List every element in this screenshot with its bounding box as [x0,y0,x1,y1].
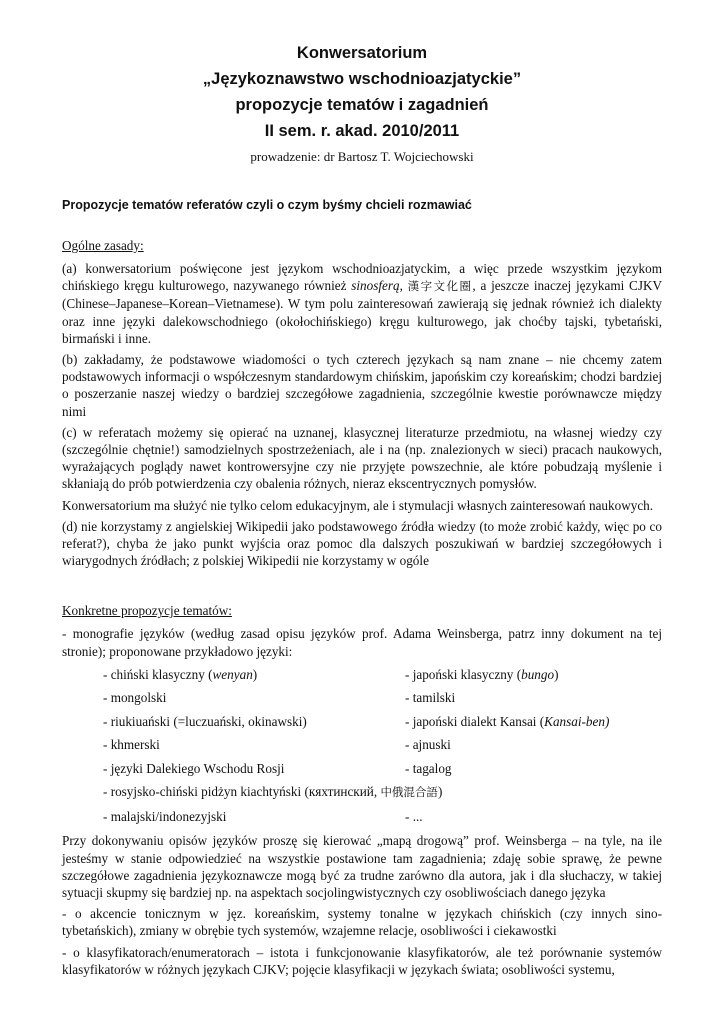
list-item: - chiński klasyczny (wenyan) [103,666,258,682]
paragraph-a-cjk: 漢字文化圈 [407,279,473,294]
section-title: Propozycje tematów referatów czyli o czym byśmy chcieli rozmawiać [62,198,472,212]
language-list [62,663,662,829]
list-item: - ajnuski [405,737,451,753]
semester: II sem. r. akad. 2010/2011 [264,122,460,140]
paragraph-a-sep: , [399,278,408,294]
list-item: - języki Dalekiego Wschodu Rosji [103,760,285,776]
paragraph-d: (d) nie korzystamy z angielskiej Wikipedii jako podstawowego źródła wiedzy (to może zrobić każdy, więc po co referat?), chyba że jako punkt wyjścia oraz pomoc dla dalszych poszukiwań w bardziej szczegółowych i wiarygodnych źródłach; z polskiej Wikipedii nie korzystamy w ogóle [62,518,662,569]
paragraph-classifiers: - o klasyfikatorach/enumeratorach – istota i funkcjonowanie klasyfikatorów, ale też porównanie systemów klasyfikatorów w różnych językach CJKV; pojęcie klasyfikacji w językach świata; osobliwości systemu, [62,944,662,977]
paragraph-a-text: (a) konwersatorium poświęcone jest językom wschodnioazjatyckim, a więc przede wszystkim językom chińskiego kręgu kulturowego, nazywanego również [62,261,662,294]
paragraph-a [62,260,662,347]
paragraph-c: (c) w referatach możemy się opierać na uznanej, klasycznej literaturze przedmiotu, na własnej wiedzy czy (szczególnie chętnie!) samodzielnych spostrzeżeniach, ale i na (np. znalezionych w sieci) pracach naukowych, wyrażających poglądy nawet kontrowersyjne czy nie przyjęte powszechnie, ale które pobudzają myślenie i skłaniają do prób potwierdzenia czy obalenia różnych, nieraz ekscentrycznych pomysłów. [62,424,662,492]
paragraph-a-rest: , a jeszcze inaczej językami CJKV (Chinese–Japanese–Korean–Vietnamese). W tym polu zainteresowań zawierają się jednak również ich dialekty oraz inne języki dalekowschodniego (okołochińskiego) kręgu kulturowego, jak choćby tajski, tybetański, birmański i inne. [62,278,663,346]
list-item: - japoński dialekt Kansai (Kansai-ben) [405,713,610,729]
header-line-3: propozycje tematów i zagadnień [235,96,489,114]
paragraph-a-term: sinosferą [351,278,400,294]
monographs-intro: - monografie języków (według zasad opisu języków prof. Adama Weinsberga, patrz inny dokument na tej stronie); proponowane przykładowo języki: [62,626,662,659]
document-header [62,0,662,167]
list-item: - rosyjsko-chiński pidżyn kiachtyński (кяхтинский, 中俄混合語) [103,784,443,800]
paragraph-note: Konwersatorium ma służyć nie tylko celom edukacyjnym, ale i stymulacji własnych zainteresowań naukowych. [62,497,654,513]
paragraph-b: (b) zakładamy, że podstawowe wiadomości o tych czterech językach są nam znane – nie chcemy zatem podstawowych informacji o współczesnym standardowym chińskim, japońskim czy koreańskim; chodzi bardziej o poszerzanie naszej wiedzy o bardziej szczegółowe zagadnienia, szczególnie kwestie porównawcze między nimi [62,352,662,419]
paragraph-tones: - o akcencie tonicznym w jęz. koreańskim, systemy tonalne w językach chińskich (czy innych sino-tybetańskich), zmiany w obrębie tych systemów, wzajemne relacje, osobliwości i ciekawostki [62,906,662,939]
specific-heading: Konkretne propozycje tematów: [62,603,232,619]
paragraph-weinsberg: Przy dokonywaniu opisów języków proszę się kierować „mapą drogową” prof. Weinsberga – na tyle, na ile jesteśmy w stanie odpowiedzieć na wszystkie postawione tam zagadnienia; zdaję sobie sprawę, że pewne szczegółowe zagadnienia językoznawcze mogą być za trudne zarówno dla autora, jak i dla słuchaczy, w takiej sytuacji skupmy się bardziej np. na aspektach socjolingwistycznych czy osobliwościach danego języka [62,833,662,900]
header-line-1: Konwersatorium [296,44,428,62]
list-item: - malajski/indonezyjski [103,808,227,824]
list-item: - tamilski [405,690,456,706]
list-item: - khmerski [103,737,160,753]
lecturer: prowadzenie: dr Bartosz T. Wojciechowski [250,149,474,164]
list-item: - riukiuański (=luczuański, okinawski) [103,713,307,729]
list-item: - tagalog [405,760,452,776]
list-item: - ... [405,808,423,824]
list-item: - japoński klasyczny (bungo) [405,666,559,682]
course-title: „Językoznawstwo wschodnioazjatyckie” [202,70,522,88]
list-item: - mongolski [103,690,167,706]
general-heading: Ogólne zasady: [62,238,144,253]
